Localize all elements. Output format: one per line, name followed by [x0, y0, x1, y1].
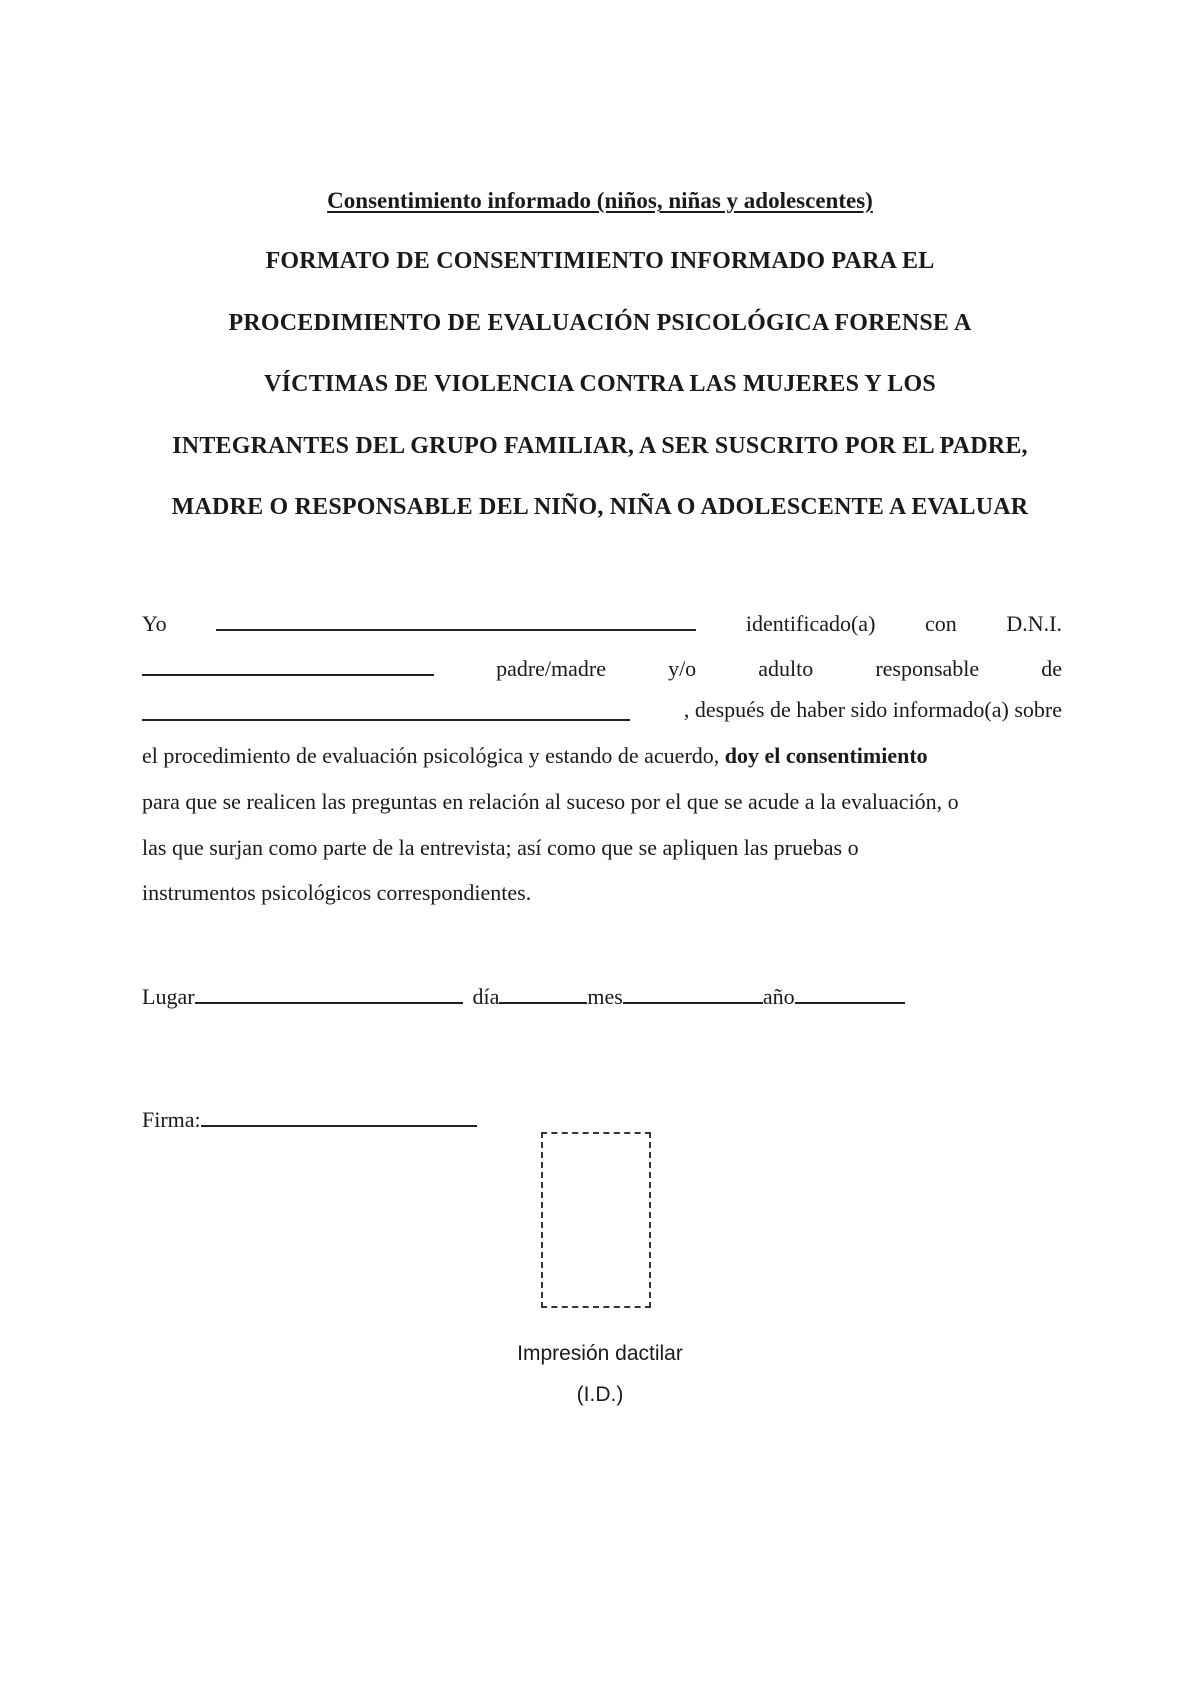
identificado-label: identificado(a) — [745, 611, 876, 636]
anio-label: año — [762, 984, 795, 1009]
fingerprint-label: Impresión dactilar — [517, 1342, 683, 1365]
firma-label: Firma: — [142, 1107, 201, 1132]
dia-label: día — [472, 984, 500, 1009]
form-subtitle — [0, 188, 1200, 214]
padre-madre-label: padre/madre — [496, 656, 606, 681]
paragraph-line-7: instrumentos psicológicos correspondientes. — [142, 880, 532, 905]
con-label: con — [925, 611, 957, 636]
lugar-label: Lugar — [142, 984, 195, 1009]
heading-line-4: INTEGRANTES DEL GRUPO FAMILIAR, A SER SUSCRITO POR EL PADRE, — [172, 433, 1028, 459]
heading-line-2: PROCEDIMIENTO DE EVALUACIÓN PSICOLÓGICA FORENSE A — [228, 310, 972, 336]
form-subtitle-text: Consentimiento informado (niños, niñas y adolescentes) — [327, 188, 873, 213]
dni-label: D.N.I. — [1006, 611, 1062, 636]
dni-blank[interactable] — [142, 652, 434, 676]
consent-bold-text: doy el consentimiento — [724, 743, 928, 768]
date-row — [142, 982, 905, 1010]
informed-text: , después de haber sido informado(a) sobre — [683, 697, 1062, 722]
paragraph-line-2 — [142, 652, 1062, 682]
heading-line-5: MADRE O RESPONSABLE DEL NIÑO, NIÑA O ADOLESCENTE A EVALUAR — [171, 494, 1029, 520]
name-blank[interactable] — [216, 607, 696, 631]
responsable-label: responsable — [875, 656, 980, 681]
signature-row — [142, 1103, 477, 1133]
mes-blank[interactable] — [623, 982, 763, 1004]
mes-label: mes — [587, 984, 623, 1009]
paragraph-line-4 — [142, 743, 1062, 769]
paragraph-line-6: las que surjan como parte de la entrevista; así como que se apliquen las pruebas o — [142, 835, 859, 860]
paragraph-line-1 — [142, 607, 1062, 637]
adulto-label: adulto — [758, 656, 814, 681]
de-label: de — [1041, 656, 1062, 681]
yo-label: Yo — [142, 611, 167, 636]
paragraph-line-3 — [142, 697, 1062, 727]
heading-line-3: VÍCTIMAS DE VIOLENCIA CONTRA LAS MUJERES Y LOS — [264, 371, 936, 397]
fingerprint-box[interactable] — [541, 1132, 651, 1308]
y-o-label: y/o — [668, 656, 697, 681]
paragraph-line-5: para que se realicen las preguntas en relación al suceso por el que se acude a la evaluación, o — [142, 789, 959, 814]
dia-blank[interactable] — [499, 982, 587, 1004]
anio-blank[interactable] — [795, 982, 905, 1004]
child-name-blank[interactable] — [142, 697, 630, 721]
heading-line-1: FORMATO DE CONSENTIMIENTO INFORMADO PARA EL — [265, 248, 935, 274]
signature-blank[interactable] — [201, 1103, 477, 1127]
lugar-blank[interactable] — [195, 982, 463, 1004]
procedure-text: el procedimiento de evaluación psicológica y estando de acuerdo, — [142, 743, 725, 768]
fingerprint-abbr: (I.D.) — [576, 1383, 624, 1406]
